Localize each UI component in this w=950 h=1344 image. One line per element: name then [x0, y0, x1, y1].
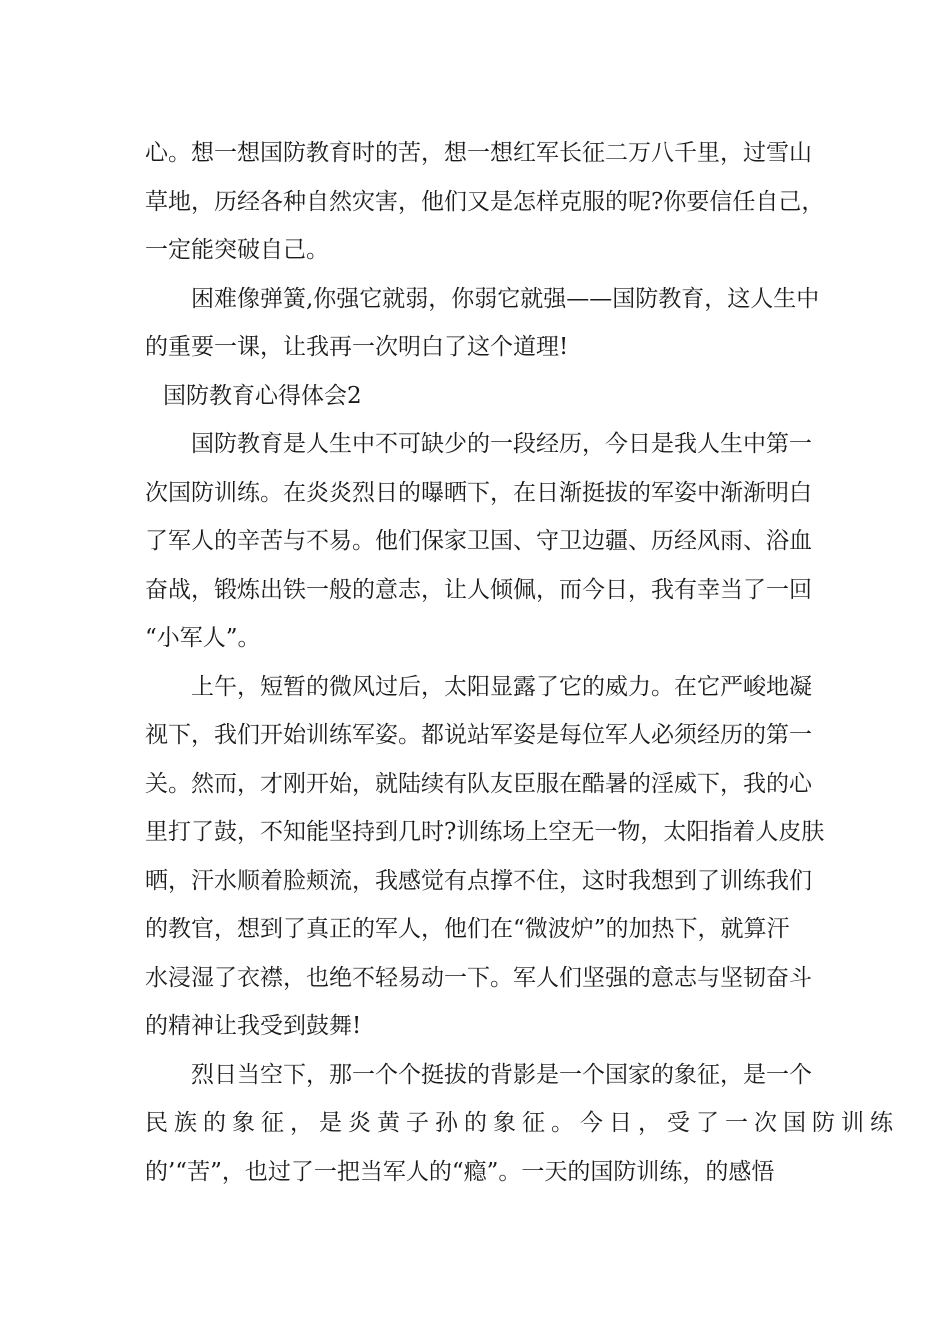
document-body [145, 129, 899, 1196]
text-line: 晒，汗水顺着脸颊流，我感觉有点撑不住，这时我想到了训练我们 [145, 867, 812, 894]
paragraph-first-line: 烈日当空下，那一个个挺拔的背影是一个国家的象征，是一个 [191, 1061, 812, 1088]
paragraph-first-line: 国防教育是人生中不可缺少的一段经历，今日是我人生中第一 [191, 431, 812, 457]
text-line: 里打了鼓，不知能坚持到几时?训练场上空无一物，太阳指着人皮肤 [145, 819, 825, 845]
text-line: 关。然而，才刚开始，就陆续有队友臣服在酷暑的淫威下，我的心 [145, 770, 812, 797]
text-line: “小军人”。 [145, 625, 261, 651]
text-line: 的’“苦”，也过了一把当军人的“瘾”。一天的国防训练，的感悟 [145, 1158, 775, 1185]
section-heading: 国防教育心得体会2 [163, 382, 362, 409]
text-line: 的精神让我受到鼓舞! [145, 1013, 362, 1039]
text-line: 水浸湿了衣襟，也绝不轻易动一下。军人们坚强的意志与坚韧奋斗 [145, 964, 812, 991]
text-line: 的教官，想到了真正的军人，他们在“微波炉”的加热下，就算汗 [145, 916, 790, 942]
paragraph-first-line: 困难像弹簧,你强它就弱，你弱它就强——国防教育，这人生中 [191, 285, 820, 312]
text-line: 心。想一想国防教育时的苦，想一想红军长征二万八千里，过雪山 [145, 140, 812, 166]
text-line: 草地，历经各种自然灾害，他们又是怎样克服的呢?你要信任自己， [145, 188, 825, 215]
text-line: 奋战，锻炼出铁一般的意志，让人倾佩，而今日，我有幸当了一回 [145, 576, 812, 603]
text-line: 了军人的辛苦与不易。他们保家卫国、守卫边疆、历经风雨、浴血 [145, 528, 812, 554]
paragraph-first-line: 上午，短暂的微风过后，太阳显露了它的威力。在它严峻地凝 [191, 673, 812, 700]
text-line: 的重要一课，让我再一次明白了这个道理! [145, 334, 569, 360]
text-line: 民族的象征，是炎黄子孙的象征。今日，受了一次国防训练 [145, 1110, 899, 1136]
text-line: 一定能突破自己。 [145, 237, 329, 263]
text-line: 次国防训练。在炎炎烈日的曝晒下，在日渐挺拔的军姿中渐渐明白 [145, 479, 812, 506]
text-line: 视下，我们开始训练军姿。都说站军姿是每位军人必须经历的第一 [145, 722, 812, 748]
